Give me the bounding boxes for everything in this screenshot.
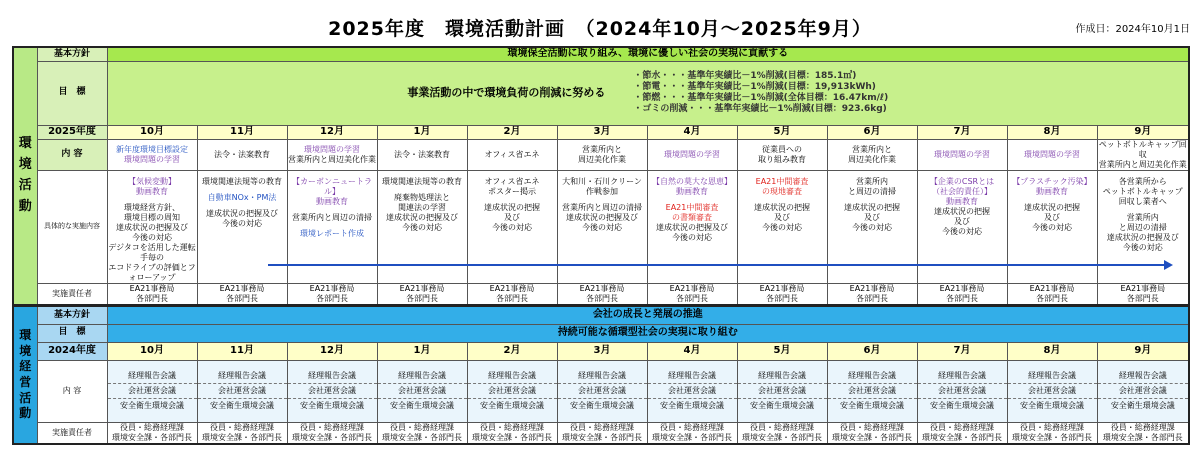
detail-line: 【企業のCSRとは bbox=[929, 176, 995, 186]
env-content-cell bbox=[1097, 139, 1189, 170]
env-month-9: 6月 bbox=[827, 125, 917, 139]
mgmt-month-9: 6月 bbox=[827, 342, 917, 360]
detail-line: 今後の対応 bbox=[132, 232, 172, 242]
content-line: 営業所内と bbox=[852, 144, 892, 154]
meeting-line: 経理報告会議 bbox=[1118, 371, 1167, 380]
env-detail-cell bbox=[107, 170, 197, 283]
meeting-line: 会社運営会議 bbox=[198, 383, 287, 398]
detail-line: 回収し業者へ bbox=[1118, 196, 1167, 206]
detail-line: 【プラスチック汚染】 bbox=[1012, 176, 1092, 186]
mgmt-resp-cell bbox=[737, 422, 827, 444]
resp-line: EA21事務局 bbox=[579, 283, 625, 293]
env-content-cell bbox=[287, 139, 377, 170]
meeting-line: 安全衛生環境会議 bbox=[108, 398, 197, 413]
side-char: 境 bbox=[19, 343, 32, 358]
resp-line: 各部門長 bbox=[1126, 293, 1159, 303]
resp-line: 各部門長 bbox=[766, 293, 798, 303]
meeting-line: 会社運営会議 bbox=[1008, 383, 1097, 398]
detail-line: 達成状況の把握 bbox=[484, 202, 540, 212]
detail-line: 動画教育 bbox=[316, 196, 348, 206]
mgmt-content-cell bbox=[107, 360, 197, 422]
resp-line: 環境安全課・各部門長 bbox=[472, 432, 552, 442]
resp-line: 役員・総務経理課 bbox=[930, 422, 994, 432]
mgmt-month-8: 5月 bbox=[737, 342, 827, 360]
mgmt-month-7: 4月 bbox=[647, 342, 737, 360]
detail-line: EA21中間審査 bbox=[665, 202, 719, 212]
meeting-line: 安全衛生環境会議 bbox=[1098, 398, 1189, 413]
goal-item-power: ・節電・・・基準年実績比－1%削減(目標：19,913kWh) bbox=[633, 81, 876, 92]
env-content-cell bbox=[827, 139, 917, 170]
meeting-line: 安全衛生環境会議 bbox=[828, 398, 917, 413]
meeting-line: 安全衛生環境会議 bbox=[378, 398, 467, 413]
progress-arrow-line bbox=[268, 264, 1168, 266]
resp-line: 各部門長 bbox=[406, 293, 438, 303]
meeting-line: 経理報告会議 bbox=[1028, 371, 1076, 380]
env-resp-cell bbox=[1007, 283, 1097, 305]
mgmt-activity-table bbox=[12, 305, 1190, 445]
meeting-line: 安全衛生環境会議 bbox=[288, 398, 377, 413]
resp-line: 環境安全課・各部門長 bbox=[202, 432, 282, 442]
meeting-line: 会社運営会議 bbox=[1098, 383, 1189, 398]
side-char: 環 bbox=[19, 328, 32, 343]
content-line: オフィス省エネ bbox=[484, 149, 540, 159]
env-month-6: 3月 bbox=[557, 125, 647, 139]
mgmt-resp-cell bbox=[1007, 422, 1097, 444]
resp-line: EA21事務局 bbox=[849, 283, 895, 293]
env-policy: 環境保全活動に取り組み、環境に優しい社会の実現に貢献する bbox=[107, 47, 1189, 61]
detail-line: 動画教育 bbox=[676, 186, 708, 196]
content-line: 周辺美化作業 bbox=[848, 154, 896, 164]
detail-line: 廃棄物処理法と bbox=[394, 192, 450, 202]
resp-line: 環境安全課・各部門長 bbox=[1012, 432, 1092, 442]
detail-line: 達成状況の把握及び bbox=[1106, 232, 1179, 242]
env-resp-cell bbox=[107, 283, 197, 305]
detail-line: 【自然の莫大な恩恵】 bbox=[652, 176, 732, 186]
content-line: 環境問題の学習 bbox=[934, 149, 990, 159]
env-detail-cell bbox=[827, 170, 917, 283]
resp-line: EA21事務局 bbox=[219, 283, 265, 293]
content-line: 環境問題の学習 bbox=[664, 149, 720, 159]
detail-line: 動画教育 bbox=[946, 196, 978, 206]
meeting-line: 経理報告会議 bbox=[398, 371, 446, 380]
detail-line: の現地審査 bbox=[762, 186, 802, 196]
detail-line: 環境レポート作成 bbox=[300, 228, 364, 238]
meeting-line: 経理報告会議 bbox=[848, 371, 896, 380]
env-month-10: 7月 bbox=[917, 125, 1007, 139]
mgmt-content-cell bbox=[287, 360, 377, 422]
detail-line: 達成状況の把握及び bbox=[206, 208, 278, 218]
detail-line: 各営業所から bbox=[1118, 176, 1167, 186]
meeting-line: 安全衛生環境会議 bbox=[648, 398, 737, 413]
detail-line: 今後の対応 bbox=[852, 222, 892, 232]
mgmt-resp-label: 実施責任者 bbox=[37, 422, 107, 444]
detail-line: 達成状況の把握 bbox=[844, 202, 900, 212]
detail-line: 及び bbox=[954, 216, 970, 226]
detail-line: 今後の対応 bbox=[222, 218, 262, 228]
meeting-line: 会社運営会議 bbox=[558, 383, 647, 398]
detail-line: 達成状況の把握 bbox=[934, 206, 990, 216]
detail-line: 今後の対応 bbox=[492, 222, 532, 232]
mgmt-content-cell bbox=[1097, 360, 1189, 422]
env-content-cell bbox=[917, 139, 1007, 170]
resp-line: 各部門長 bbox=[586, 293, 618, 303]
mgmt-resp-cell bbox=[1097, 422, 1189, 444]
resp-line: 環境安全課・各部門長 bbox=[292, 432, 372, 442]
env-content-label: 内 容 bbox=[37, 139, 107, 170]
mgmt-resp-cell bbox=[467, 422, 557, 444]
meeting-line: 会社運営会議 bbox=[738, 383, 827, 398]
mgmt-month-12: 9月 bbox=[1097, 342, 1189, 360]
detail-line: 営業所内と周辺の清掃 bbox=[292, 212, 372, 222]
detail-line: 及び bbox=[504, 212, 520, 222]
detail-line: 今後の対応 bbox=[582, 222, 622, 232]
mgmt-year-label: 2024年度 bbox=[37, 342, 107, 360]
env-content-cell bbox=[557, 139, 647, 170]
resp-line: 環境安全課・各部門長 bbox=[652, 432, 732, 442]
env-detail-cell bbox=[1007, 170, 1097, 283]
env-resp-cell bbox=[917, 283, 1007, 305]
side-char: 活 bbox=[19, 390, 32, 405]
mgmt-month-3: 12月 bbox=[287, 342, 377, 360]
meeting-line: 安全衛生環境会議 bbox=[918, 398, 1007, 413]
resp-line: 各部門長 bbox=[496, 293, 528, 303]
meeting-line: 会社運営会議 bbox=[828, 383, 917, 398]
detail-line: 今後の対応 bbox=[1032, 222, 1072, 232]
mgmt-content-cell bbox=[377, 360, 467, 422]
meeting-line: 安全衛生環境会議 bbox=[468, 398, 557, 413]
env-goal-main: 事業活動の中で環境負荷の削減に努める bbox=[407, 86, 606, 100]
goal-item-fuel: ・節燃・・・基準年実績比－1%削減(全体目標：16.47km/ℓ) bbox=[633, 93, 889, 103]
env-resp-cell bbox=[737, 283, 827, 305]
content-line: 環境問題の学習 bbox=[304, 144, 360, 154]
env-month-12: 9月 bbox=[1097, 125, 1189, 139]
content-line: 取り組み教育 bbox=[758, 154, 806, 164]
detail-line: エコドライブの評価とフォローアップ bbox=[108, 262, 196, 282]
env-detail-cell bbox=[197, 170, 287, 283]
detail-line: 今後の対応 bbox=[942, 226, 982, 236]
env-month-5: 2月 bbox=[467, 125, 557, 139]
env-content-cell bbox=[647, 139, 737, 170]
resp-line: 役員・総務経理課 bbox=[480, 422, 544, 432]
detail-line: 達成状況の把握及び bbox=[386, 212, 458, 222]
side-char: 動 bbox=[18, 198, 32, 214]
env-detail-cell bbox=[557, 170, 647, 283]
detail-line: 達成状況の把握 bbox=[754, 202, 810, 212]
resp-line: 各部門長 bbox=[856, 293, 888, 303]
content-line: 営業所内と周辺美化作業 bbox=[1098, 159, 1187, 169]
env-year-label: 2025年度 bbox=[37, 125, 107, 139]
detail-line: 【気候変動】 bbox=[128, 176, 176, 186]
resp-line: 環境安全課・各部門長 bbox=[562, 432, 642, 442]
env-goal bbox=[107, 61, 1189, 125]
resp-line: 環境安全課・各部門長 bbox=[922, 432, 1002, 442]
side-char: 活 bbox=[18, 178, 32, 193]
detail-line: 営業所内 bbox=[1126, 212, 1159, 222]
content-line: 環境問題の学習 bbox=[1024, 149, 1080, 159]
detail-line: 及び bbox=[1044, 212, 1060, 222]
detail-line: 今後の対応 bbox=[672, 232, 712, 242]
env-goal-items bbox=[625, 71, 888, 116]
created-date: 作成日：2024年10月1日 bbox=[1075, 24, 1190, 35]
meeting-line: 会社運営会議 bbox=[288, 383, 377, 398]
detail-line: ポスター掲示 bbox=[488, 186, 536, 196]
mgmt-content-cell bbox=[1007, 360, 1097, 422]
env-content-cell bbox=[107, 139, 197, 170]
detail-line: 及び bbox=[864, 212, 880, 222]
detail-line: 環境関連法規等の教育 bbox=[382, 176, 462, 186]
content-line: 営業所内と周辺美化作業 bbox=[288, 154, 376, 164]
mgmt-month-5: 2月 bbox=[467, 342, 557, 360]
resp-line: 環境安全課・各部門長 bbox=[742, 432, 822, 442]
env-resp-cell bbox=[287, 283, 377, 305]
meeting-line: 経理報告会議 bbox=[938, 371, 986, 380]
mgmt-policy: 会社の成長と発展の推進 bbox=[107, 306, 1189, 324]
detail-line: 今後の対応 bbox=[402, 222, 442, 232]
env-content-cell bbox=[377, 139, 467, 170]
mgmt-month-6: 3月 bbox=[557, 342, 647, 360]
detail-line: 及び bbox=[774, 212, 790, 222]
detail-line: （社会的責任）】 bbox=[932, 186, 992, 196]
resp-line: 各部門長 bbox=[946, 293, 978, 303]
resp-line: EA21事務局 bbox=[1029, 283, 1075, 293]
meeting-line: 経理報告会議 bbox=[668, 371, 716, 380]
detail-line: 環境目標の周知 bbox=[124, 212, 180, 222]
resp-line: EA21事務局 bbox=[309, 283, 355, 293]
content-line: 周辺美化作業 bbox=[578, 154, 626, 164]
detail-line: 動画教育 bbox=[136, 186, 168, 196]
mgmt-month-11: 8月 bbox=[1007, 342, 1097, 360]
detail-line: 達成状況の把握及び bbox=[566, 212, 638, 222]
meeting-line: 会社運営会議 bbox=[918, 383, 1007, 398]
env-activity-table bbox=[12, 46, 1190, 306]
resp-line: 各部門長 bbox=[136, 293, 168, 303]
detail-line: 営業所内と周辺の清掃 bbox=[562, 202, 642, 212]
env-detail-cell bbox=[467, 170, 557, 283]
env-detail-cell bbox=[377, 170, 467, 283]
env-month-4: 1月 bbox=[377, 125, 467, 139]
resp-line: 役員・総務経理課 bbox=[840, 422, 904, 432]
env-month-7: 4月 bbox=[647, 125, 737, 139]
resp-line: EA21事務局 bbox=[669, 283, 715, 293]
detail-line: 営業所内 bbox=[856, 176, 888, 186]
meeting-line: 安全衛生環境会議 bbox=[558, 398, 647, 413]
env-detail-cell bbox=[1097, 170, 1189, 283]
mgmt-resp-cell bbox=[107, 422, 197, 444]
meeting-line: 経理報告会議 bbox=[218, 371, 266, 380]
mgmt-content-label: 内 容 bbox=[37, 360, 107, 422]
detail-line: と周辺の清掃 bbox=[848, 186, 896, 196]
resp-line: 環境安全課・各部門長 bbox=[382, 432, 462, 442]
detail-line: EA21中間審査 bbox=[755, 176, 809, 186]
resp-line: 役員・総務経理課 bbox=[210, 422, 274, 432]
mgmt-month-4: 1月 bbox=[377, 342, 467, 360]
mgmt-resp-cell bbox=[377, 422, 467, 444]
side-char: 動 bbox=[19, 406, 32, 421]
mgmt-resp-cell bbox=[197, 422, 287, 444]
mgmt-resp-cell bbox=[917, 422, 1007, 444]
resp-line: 役員・総務経理課 bbox=[300, 422, 364, 432]
mgmt-side-label bbox=[13, 306, 37, 444]
content-line: 環境問題の学習 bbox=[124, 154, 180, 164]
meeting-line: 会社運営会議 bbox=[648, 383, 737, 398]
mgmt-resp-cell bbox=[827, 422, 917, 444]
content-line: 法令・法案教育 bbox=[214, 149, 270, 159]
content-line: ペットボトルキャップ回収 bbox=[1098, 139, 1187, 159]
detail-line: と周辺の清掃 bbox=[1118, 222, 1167, 232]
env-policy-label: 基本方針 bbox=[37, 47, 107, 61]
detail-line: 達成状況の把握及び bbox=[116, 222, 188, 232]
env-month-8: 5月 bbox=[737, 125, 827, 139]
env-side-label bbox=[13, 47, 37, 305]
mgmt-content-cell bbox=[647, 360, 737, 422]
mgmt-resp-cell bbox=[287, 422, 377, 444]
mgmt-policy-label: 基本方針 bbox=[37, 306, 107, 324]
detail-line: 【カーボンニュートラル】 bbox=[292, 176, 372, 196]
content-line: 従業員への bbox=[762, 144, 802, 154]
resp-line: 環境安全課・各部門長 bbox=[112, 432, 192, 442]
resp-line: 各部門長 bbox=[316, 293, 348, 303]
detail-line: の書類審査 bbox=[672, 212, 712, 222]
detail-line: 大和川・石川クリーン bbox=[562, 176, 642, 186]
env-resp-cell bbox=[1097, 283, 1189, 305]
meeting-line: 経理報告会議 bbox=[308, 371, 356, 380]
detail-line: 今後の対応 bbox=[762, 222, 802, 232]
mgmt-goal-label: 目 標 bbox=[37, 324, 107, 342]
resp-line: 環境安全課・各部門長 bbox=[832, 432, 912, 442]
detail-line: 達成状況の把握及び bbox=[656, 222, 728, 232]
detail-line: 環境関連法規等の教育 bbox=[202, 176, 282, 186]
mgmt-resp-cell bbox=[557, 422, 647, 444]
mgmt-month-1: 10月 bbox=[107, 342, 197, 360]
env-resp-cell bbox=[647, 283, 737, 305]
resp-line: 各部門長 bbox=[226, 293, 258, 303]
side-char: 経 bbox=[19, 359, 32, 374]
detail-line: 関連法の学習 bbox=[398, 202, 446, 212]
content-line: 新年度環境目標設定 bbox=[116, 144, 188, 154]
env-resp-cell bbox=[467, 283, 557, 305]
resp-line: 環境安全課・各部門長 bbox=[1102, 432, 1183, 442]
resp-line: 役員・総務経理課 bbox=[120, 422, 184, 432]
meeting-line: 経理報告会議 bbox=[578, 371, 626, 380]
detail-line: オフィス省エネ bbox=[484, 176, 540, 186]
detail-line: デジタコを活用した運転手毎の bbox=[108, 242, 196, 262]
resp-line: 各部門長 bbox=[1036, 293, 1068, 303]
mgmt-content-cell bbox=[917, 360, 1007, 422]
mgmt-content-cell bbox=[827, 360, 917, 422]
env-content-cell bbox=[197, 139, 287, 170]
detail-line: ペットボトルキャップ bbox=[1102, 186, 1183, 196]
meeting-line: 安全衛生環境会議 bbox=[738, 398, 827, 413]
resp-line: 役員・総務経理課 bbox=[390, 422, 454, 432]
detail-line: 作戦参加 bbox=[586, 186, 618, 196]
mgmt-content-cell bbox=[197, 360, 287, 422]
meeting-line: 安全衛生環境会議 bbox=[1008, 398, 1097, 413]
resp-line: 役員・総務経理課 bbox=[750, 422, 814, 432]
env-detail-cell bbox=[647, 170, 737, 283]
resp-line: EA21事務局 bbox=[489, 283, 535, 293]
resp-line: 役員・総務経理課 bbox=[1020, 422, 1084, 432]
env-detail-label: 具体的な実施内容 bbox=[37, 170, 107, 283]
content-line: 法令・法案教育 bbox=[394, 149, 450, 159]
env-resp-cell bbox=[557, 283, 647, 305]
detail-line: 動画教育 bbox=[1036, 186, 1068, 196]
resp-line: EA21事務局 bbox=[129, 283, 175, 293]
page-title: 2025年度 環境活動計画 （2024年10月～2025年9月） bbox=[328, 18, 872, 40]
env-month-1: 10月 bbox=[107, 125, 197, 139]
mgmt-resp-cell bbox=[647, 422, 737, 444]
side-char: 境 bbox=[18, 157, 32, 173]
mgmt-content-cell bbox=[467, 360, 557, 422]
detail-line: 達成状況の把握 bbox=[1024, 202, 1080, 212]
mgmt-month-10: 7月 bbox=[917, 342, 1007, 360]
env-resp-cell bbox=[197, 283, 287, 305]
resp-line: 役員・総務経理課 bbox=[660, 422, 724, 432]
env-month-2: 11月 bbox=[197, 125, 287, 139]
mgmt-content-cell bbox=[557, 360, 647, 422]
resp-line: EA21事務局 bbox=[939, 283, 985, 293]
env-content-cell bbox=[737, 139, 827, 170]
env-goal-label: 目 標 bbox=[37, 61, 107, 125]
goal-item-water: ・節水・・・基準年実績比－1%削減(目標：185.1㎥) bbox=[633, 70, 857, 81]
progress-arrow-head bbox=[1164, 260, 1173, 270]
resp-line: 役員・総務経理課 bbox=[1110, 422, 1175, 432]
detail-line: 環境経営方針、 bbox=[124, 202, 180, 212]
resp-line: EA21事務局 bbox=[399, 283, 445, 293]
detail-line: 自動車NOx・PM法 bbox=[207, 192, 277, 202]
meeting-line: 会社運営会議 bbox=[378, 383, 467, 398]
detail-line: 今後の対応 bbox=[1122, 242, 1163, 252]
env-detail-cell bbox=[287, 170, 377, 283]
meeting-line: 会社運営会議 bbox=[468, 383, 557, 398]
meeting-line: 会社運営会議 bbox=[108, 383, 197, 398]
resp-line: EA21事務局 bbox=[759, 283, 805, 293]
mgmt-month-2: 11月 bbox=[197, 342, 287, 360]
resp-line: 役員・総務経理課 bbox=[570, 422, 634, 432]
env-month-3: 12月 bbox=[287, 125, 377, 139]
resp-line: 各部門長 bbox=[676, 293, 708, 303]
meeting-line: 経理報告会議 bbox=[488, 371, 536, 380]
env-resp-cell bbox=[827, 283, 917, 305]
content-line: 営業所内と bbox=[582, 144, 622, 154]
meeting-line: 経理報告会議 bbox=[758, 371, 806, 380]
env-detail-cell bbox=[737, 170, 827, 283]
env-resp-cell bbox=[377, 283, 467, 305]
resp-line: EA21事務局 bbox=[1120, 283, 1166, 293]
meeting-line: 経理報告会議 bbox=[128, 371, 176, 380]
env-month-11: 8月 bbox=[1007, 125, 1097, 139]
env-content-cell bbox=[467, 139, 557, 170]
env-detail-cell bbox=[917, 170, 1007, 283]
env-content-cell bbox=[1007, 139, 1097, 170]
side-char: 環 bbox=[18, 136, 32, 152]
goal-item-waste: ・ゴミの削減・・・基準年実績比－1%削減(目標：923.6kg) bbox=[633, 104, 887, 115]
mgmt-goal: 持続可能な循環型社会の実現に取り組む bbox=[107, 324, 1189, 342]
meeting-line: 安全衛生環境会議 bbox=[198, 398, 287, 413]
mgmt-content-cell bbox=[737, 360, 827, 422]
side-char: 営 bbox=[19, 375, 32, 389]
env-resp-label: 実施責任者 bbox=[37, 283, 107, 305]
